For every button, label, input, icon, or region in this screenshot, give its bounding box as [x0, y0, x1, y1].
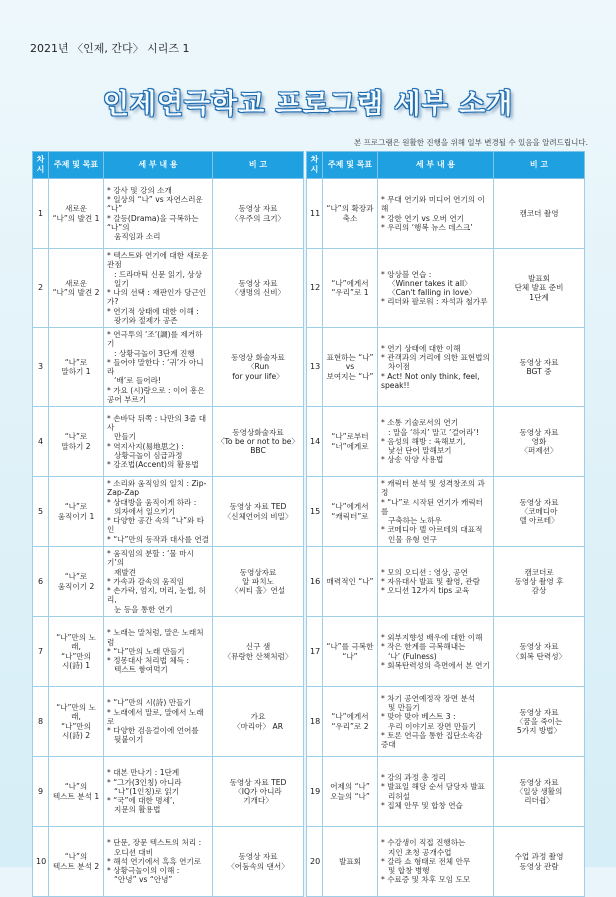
session-number: 13	[307, 328, 323, 407]
content-item: * 해석 연기에서 흑흑 연기로	[107, 856, 202, 866]
header-topic: 주제 및 목표	[49, 152, 104, 179]
content-item: 리허설	[388, 791, 411, 801]
content-list	[381, 568, 490, 596]
content-list	[381, 418, 490, 464]
content-item: * 모의 오디션 : 영상, 공연	[381, 567, 468, 577]
content-item: * 가속과 감속의 움직임	[107, 576, 185, 586]
topic-cell: “나”만의 노래, “나”만의 시(詩) 1	[49, 617, 104, 687]
content-item: * “나”만의 시(詩) 만들기	[107, 698, 191, 708]
content-item: * 우리의 ‘행복 뉴스 데스크’	[381, 222, 473, 232]
content-cell	[378, 687, 494, 757]
header-session: 차시	[307, 152, 323, 179]
note-cell: 신구 샘 〈뮤랑한 산책처럼〉	[213, 617, 304, 687]
session-number: 11	[307, 179, 323, 249]
topic-cell: “나”에게서 “우리”로 2	[323, 687, 378, 757]
content-item: 뒷붙이기	[114, 735, 144, 745]
session-number: 1	[33, 179, 49, 249]
table-row	[33, 617, 585, 687]
session-number: 3	[33, 328, 49, 407]
content-cell	[378, 617, 494, 687]
content-list	[381, 270, 490, 307]
content-item: * 손바닥 뒤쪽 : 나만의 3줄 대사	[107, 413, 207, 432]
content-item: * 일상의 “나” vs 자연스러운 “나”	[107, 195, 203, 214]
content-cell	[104, 827, 213, 897]
note-cell: 수업 과정 촬영 동영상 관람	[494, 827, 585, 897]
content-cell	[378, 827, 494, 897]
content-cell	[104, 179, 213, 249]
topic-cell: 표현하는 “나” vs 보여지는 “나”	[323, 328, 378, 407]
note-cell: 동영상 자료 〈일상 생활의 리더쉽〉	[494, 757, 585, 827]
content-list	[381, 838, 490, 884]
topic-cell: “나”의 텍스트 분석 1	[49, 757, 104, 827]
content-item: * 토론 연극을 통한 집단소속감 증대	[381, 730, 483, 749]
topic-cell: “나”로부터 “너”에게로	[323, 407, 378, 477]
content-list	[381, 633, 490, 670]
content-item: * 상송 악양 사용법	[381, 455, 444, 465]
content-list	[107, 479, 209, 544]
content-item: 및 만들기	[388, 703, 420, 712]
content-item: * 단문, 장문 텍스트의 처리 :	[107, 838, 202, 848]
content-item: * 리더와 팔로워 : 자석과 철가루	[381, 297, 488, 307]
content-item: * 손가락, 엄지, 머리, 눈썹, 허리,	[107, 586, 206, 605]
table-row	[33, 179, 585, 249]
content-item: 의자에서 일으키기	[114, 506, 176, 516]
topic-cell: “나”로 움직이기 1	[49, 477, 104, 547]
content-item: * 관객과의 거리에 의한 표현법의	[381, 353, 490, 363]
content-item: 상황극놀이 심급과정	[114, 450, 183, 460]
header-note: 비 고	[213, 152, 304, 179]
content-item: * 맞아 맞아 베스트 3 :	[381, 712, 456, 722]
content-cell	[378, 477, 494, 547]
content-list	[107, 414, 209, 470]
session-number: 2	[33, 249, 49, 328]
note-cell: 동영상 자료 TED 〈신체언어의 비밀〉	[213, 477, 304, 547]
session-number: 19	[307, 757, 323, 827]
note-cell: 발표회 단체 발표 준비 1단계	[494, 249, 585, 328]
content-list	[107, 549, 209, 614]
header-session: 차시	[33, 152, 49, 179]
content-cell	[104, 249, 213, 328]
content-item: 지인 초청 공개수업	[388, 847, 452, 857]
content-list	[381, 773, 490, 810]
content-item: * 텍스트와 연기에 대한 새로운 관점	[107, 251, 209, 270]
table-row	[33, 687, 585, 757]
content-item: * 발표일 해당 순서 담당자 발표	[381, 782, 485, 792]
topic-cell: 새로운 “나”의 발견 2	[49, 249, 104, 328]
topic-cell: “나”의 텍스트 분석 2	[49, 827, 104, 897]
content-item: * “나”만의 노래 만들기	[107, 646, 185, 656]
table-header-row	[33, 152, 585, 179]
content-item: * 캐릭터 분석 및 성격창조의 과정	[381, 479, 485, 498]
note-cell: 동영상 자료 〈생명의 신비〉	[213, 249, 304, 328]
note-cell: 동영상 자료 〈꿈을 죽이는 5가지 방법〉	[494, 687, 585, 757]
content-item: : 상황극놀이 3단계 진행	[114, 348, 195, 358]
table-row	[33, 249, 585, 328]
topic-cell: “나”에게서 “우리”로 1	[323, 249, 378, 328]
topic-cell: “나”로 움직이기 2	[49, 547, 104, 617]
content-cell	[104, 617, 213, 687]
note-cell: 가요 〈마리아〉 AR	[213, 687, 304, 757]
content-item: * “국”에 대한 명세’,	[107, 796, 175, 806]
content-item: * 갈라 쇼 형태로 전체 안무	[381, 856, 471, 866]
content-item: : 드라마틱 신문 읽기, 상상일기	[114, 269, 202, 288]
content-list	[381, 344, 490, 390]
session-number: 15	[307, 477, 323, 547]
content-item: 광기와 절제가 공존	[114, 315, 178, 325]
content-list	[107, 628, 209, 674]
content-item: * 강의 과정 총 정리	[381, 773, 446, 782]
note-cell: 동영상 자료 〈코메디아 델 아르테〉	[494, 477, 585, 547]
header-note: 비 고	[494, 152, 585, 179]
content-list	[107, 251, 209, 325]
content-item: * 음성의 해방 : 육해보기,	[381, 436, 466, 446]
content-item: * 가요 (시)랑으로 : 이어 흥은공어 부르기	[107, 385, 205, 404]
content-item: 움직임과 소리	[114, 232, 161, 241]
topic-cell: “나”로 말하기 2	[49, 407, 104, 477]
content-item: 차이점	[388, 362, 411, 372]
content-item: 만들기	[114, 432, 137, 442]
content-item: * 노래에서 말로, 말에서 노래로	[107, 707, 204, 726]
table-row	[33, 827, 585, 897]
content-list	[381, 195, 490, 232]
note-cell: 동영상 자료 영화 〈퍼제션〉	[494, 407, 585, 477]
session-number: 7	[33, 617, 49, 687]
content-item: 우리 이야기로 장면 만들기	[388, 721, 476, 731]
content-list	[107, 330, 209, 404]
content-item: * 움직임의 분할 : ‘물 마시기’의	[107, 549, 194, 568]
content-item: 지문의 활용법	[114, 805, 161, 815]
content-item: * 연기 상태에 대한 이해	[381, 343, 461, 353]
notice-text: 본 프로그램은 원활한 진행을 위해 일부 변경될 수 있음을 알려드립니다.	[354, 138, 588, 147]
content-cell	[378, 757, 494, 827]
content-item: * 회복탄력성의 측면에서 본 연기	[381, 660, 490, 670]
content-item: * 노래는 말처럼, 말은 노래처럼	[107, 628, 204, 647]
note-cell: 캠코더로 동영상 촬영 후 감상	[494, 547, 585, 617]
content-item: 〈Can't falling in love〉	[388, 288, 477, 297]
content-cell	[104, 547, 213, 617]
content-cell	[378, 547, 494, 617]
content-cell	[104, 687, 213, 757]
content-cell	[378, 407, 494, 477]
topic-cell: 새로운 “나”의 발견 1	[49, 179, 104, 249]
content-cell	[378, 328, 494, 407]
header-topic: 주제 및 목표	[323, 152, 378, 179]
note-cell: 동영상화술자료 〈To be or not to be〉 BBC	[213, 407, 304, 477]
content-item: * 작은 한계를 극복해내는	[381, 642, 466, 652]
content-cell	[104, 477, 213, 547]
topic-cell: 발표회	[323, 827, 378, 897]
content-item: * 다양한 검음걸이에 언어를	[107, 726, 199, 736]
content-list	[381, 479, 490, 544]
content-item: 낯선 단어 말해보기	[388, 446, 452, 456]
session-number: 20	[307, 827, 323, 897]
header-content: 세 부 내 용	[378, 152, 494, 179]
note-cell: 동영상 자료 TED 〈IQ가 아니라 기개다〉	[213, 757, 304, 827]
note-cell: 동영상 화술자료 〈Run for your life〉	[213, 328, 304, 407]
content-item: * “나”로 시작된 연기가 캐릭터를	[381, 497, 484, 516]
content-item: * 상황극놀이의 이해 :	[107, 866, 180, 876]
session-number: 8	[33, 687, 49, 757]
content-item: * 자유대사 발표 및 촬영, 관람	[381, 576, 480, 586]
content-item: * 무대 연기와 미디어 연기의 이해	[381, 195, 485, 214]
content-item: * 나의 선택 : 재판인가 당근인가?	[107, 288, 207, 307]
note-cell: 동영상 자료 〈어둠속의 댄서〉	[213, 827, 304, 897]
topic-cell: 어제의 “나” 오늘의 “나”	[323, 757, 378, 827]
content-item: ‘나’ (Fulness)	[388, 651, 437, 661]
content-item: * 갈등(Drama)을 극복하는 “나”의	[107, 213, 199, 232]
content-item: * 강조법(Accent)의 활용법	[107, 460, 199, 469]
content-item: ‘배’로 들어라!	[114, 376, 161, 386]
topic-cell: “나”로 말하기 1	[49, 328, 104, 407]
session-number: 10	[33, 827, 49, 897]
table-body	[33, 179, 585, 897]
content-item: 눈 등을 통한 연기	[114, 604, 173, 614]
content-item: * 수강생이 직접 진행하는	[381, 838, 466, 848]
content-item: * 외부지향성 배우에 대한 이해	[381, 633, 483, 642]
content-list	[107, 186, 209, 242]
session-number: 14	[307, 407, 323, 477]
content-item: * 차기 공연예정작 장면 분석	[381, 693, 476, 703]
table-row	[33, 407, 585, 477]
program-table	[32, 151, 585, 897]
session-number: 18	[307, 687, 323, 757]
content-item: : 말을 ‘하지’ 말고 ‘걸어라’!	[388, 427, 479, 437]
content-item: * 강사 및 강의 소개	[107, 185, 172, 195]
content-item: * 연기적 상태에 대한 이해 :	[107, 306, 199, 316]
content-item: * 연극투의 ‘조’(調)를 제거하기	[107, 330, 203, 349]
page-title: 인제연극학교 프로그램 세부 소개	[102, 89, 514, 120]
content-cell	[104, 407, 213, 477]
content-item: 텍스트 쌓여먹기	[114, 665, 168, 675]
content-item: * 소통 기술로서의 연기	[381, 418, 459, 428]
topic-cell: “나”를 극복한 “나”	[323, 617, 378, 687]
session-number: 16	[307, 547, 323, 617]
note-cell: 동영상자료 알 파치노 〈씨티 홀〉연설	[213, 547, 304, 617]
content-item: 구축하는 노하우	[388, 516, 442, 526]
content-cell	[104, 757, 213, 827]
content-item: “안녕” vs “안녕”	[114, 875, 173, 885]
content-item: 인물 유형 연구	[388, 534, 437, 544]
series-label: 2021년 〈인제, 간다〉 시리즈 1	[30, 42, 190, 55]
content-item: * Act! Not only think, feel, speak!!	[381, 371, 480, 390]
content-item: * 역지사지(易地思之) :	[107, 441, 184, 451]
content-item: 재발견	[114, 567, 137, 577]
topic-cell: “나”에게서 “캐릭터”로	[323, 477, 378, 547]
content-item: 및 합창 병행	[388, 866, 430, 876]
header-content: 세 부 내 용	[104, 152, 213, 179]
note-cell: 동영상 자료 〈회복 탄력성〉	[494, 617, 585, 687]
content-list	[107, 768, 209, 814]
content-item: “나”(1인칭)로 읽기	[114, 786, 180, 796]
content-item: 〈Winner takes it all〉	[388, 278, 472, 288]
content-item: * 대본 만나기 : 1단계	[107, 768, 180, 778]
content-item: * 소리와 움직임의 일치 : Zip-Zap-Zap	[107, 479, 207, 498]
content-item: * 앙상블 연습 :	[381, 269, 432, 279]
content-cell	[378, 249, 494, 328]
content-item: * 들어야 말한다 : ‘귀’가 아니라	[107, 357, 204, 376]
note-cell: 캠코더 촬영	[494, 179, 585, 249]
content-item: 오디션 대비	[114, 847, 154, 857]
topic-cell: “나”만의 노래, “나”만의 시(詩) 2	[49, 687, 104, 757]
topic-cell: 매력적인 “나”	[323, 547, 378, 617]
topic-cell: “나”의 확장과 축소	[323, 179, 378, 249]
content-item: * 오디션 12가지 tips 교육	[381, 586, 470, 596]
note-cell: 동영상 자료 〈우주의 크기〉	[213, 179, 304, 249]
session-number: 12	[307, 249, 323, 328]
session-number: 17	[307, 617, 323, 687]
content-cell	[378, 179, 494, 249]
content-item: * 수료증 및 차후 모임 도모	[381, 875, 471, 885]
session-number: 6	[33, 547, 49, 617]
session-number: 5	[33, 477, 49, 547]
content-item: * 정몽대사 처리법 체득 :	[107, 656, 190, 666]
content-item: * 집체 안무 및 합창 연습	[381, 800, 463, 810]
content-item: * 강한 연기 vs 오버 연기	[381, 213, 464, 223]
table-row	[33, 547, 585, 617]
note-cell: 동영상 자료 BGT 중	[494, 328, 585, 407]
session-number: 9	[33, 757, 49, 827]
table-row	[33, 328, 585, 407]
content-list	[107, 838, 209, 884]
content-item: * 상대방을 움직이게 하라 :	[107, 497, 197, 507]
session-number: 4	[33, 407, 49, 477]
content-list	[107, 698, 209, 744]
content-item: * “나”만의 동작과 대사를 연결	[107, 534, 210, 544]
content-list	[381, 694, 490, 750]
content-item: * “그가(3인칭) 아니라	[107, 777, 182, 787]
table-row	[33, 757, 585, 827]
content-item: * 다양한 공간 속의 “나”와 타인	[107, 516, 205, 535]
content-item: * 코메디아 델 아르테의 대표적	[381, 525, 483, 535]
table-row	[33, 477, 585, 547]
content-cell	[104, 328, 213, 407]
